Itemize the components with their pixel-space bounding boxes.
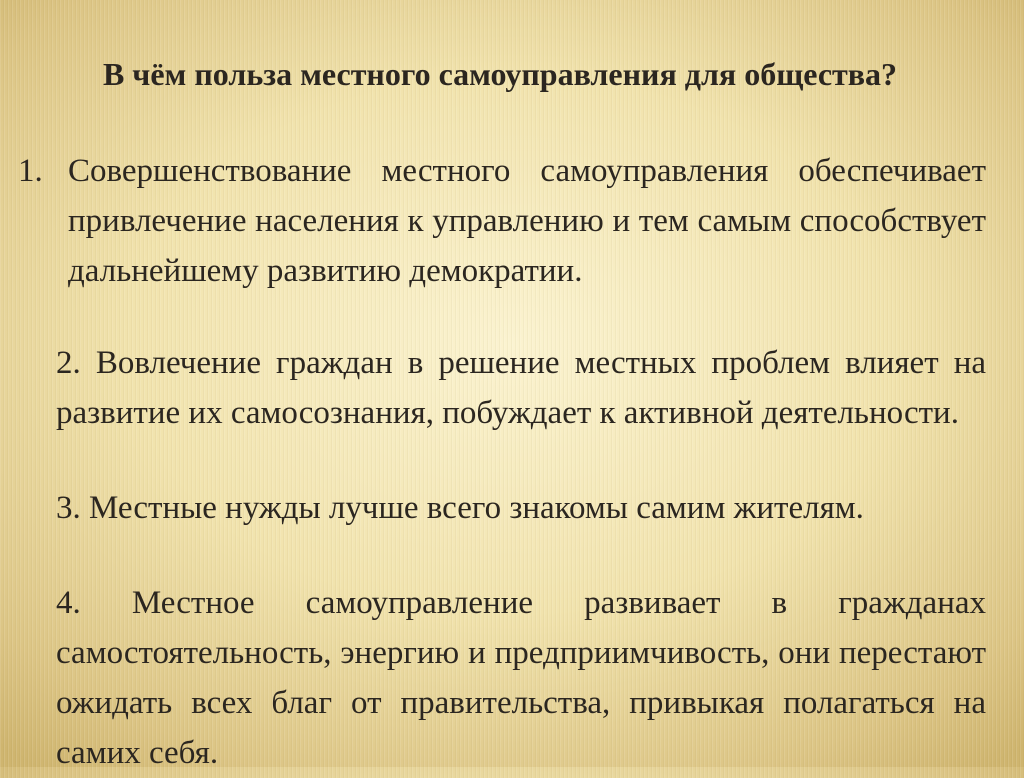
slide-title: В чём польза местного самоуправления для общества? bbox=[102, 56, 898, 92]
list-item-1 bbox=[18, 146, 986, 296]
list-item-3: 3. Местные нужды лучше всего знакомы самим жителям. bbox=[56, 490, 864, 526]
list-item-text: Совершенствование местного самоуправления обеспечивает привлечение населения к управлению и тем самым способствует дальнейшему развитию демократии. bbox=[68, 153, 986, 289]
list-item-2: 2. Вовлечение граждан в решение местных проблем влияет на развитие их самосознания, побуждает к активной деятельности. bbox=[56, 345, 986, 431]
list-item-4: 4. Местное самоуправление развивает в гражданах самостоятельность, энергию и предприимчивость, они перестают ожидать всех благ от правительства, привыкая полагаться на самих себя. bbox=[56, 585, 986, 771]
list-item-number: 1. bbox=[18, 153, 43, 189]
